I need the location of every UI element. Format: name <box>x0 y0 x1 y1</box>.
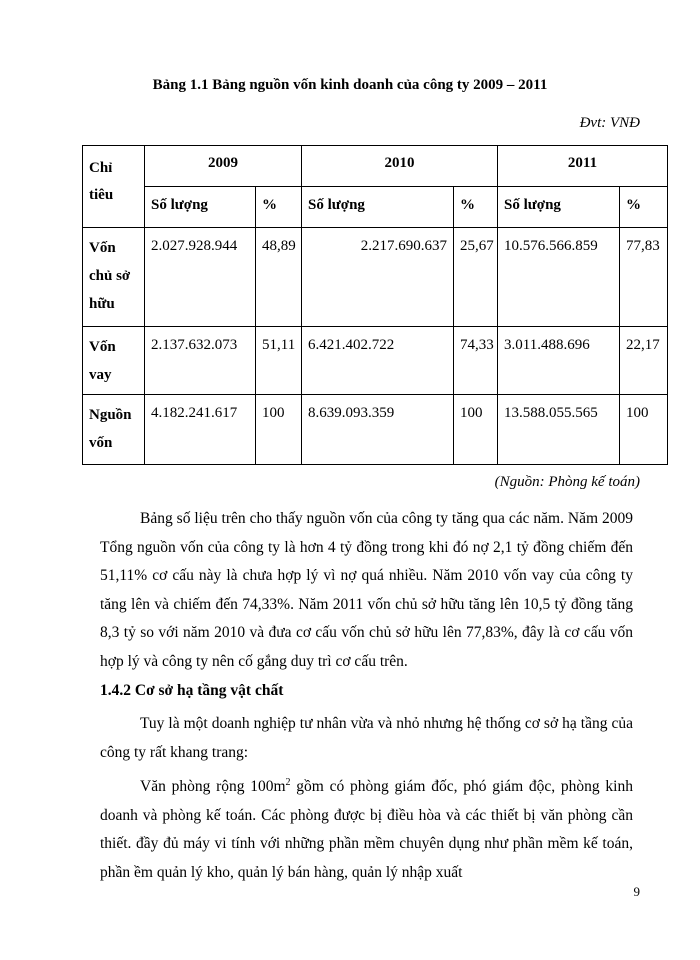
table-cell: 4.182.241.617 <box>145 395 256 465</box>
table-cell: 77,83 <box>620 228 668 327</box>
page-number: 9 <box>633 884 640 899</box>
unit-note: Đvt: VNĐ <box>579 115 640 131</box>
table-cell: 13.588.055.565 <box>498 395 620 465</box>
table-cell: 6.421.402.722 <box>302 327 454 395</box>
body-paragraph: Bảng số liệu trên cho thấy nguồn vốn của công ty tăng qua các năm. Năm 2009 Tổng nguồn vốn của công ty là hơn 4 tỷ đồng trong khi đó nợ 2,1 tỷ đồng chiếm đến 51,11% cơ cấu này là chưa hợp lý vì nợ quá nhiều. Năm 2010 vốn vay của công ty tăng lên và chiếm đến 74,33%. Năm 2011 vốn chủ sở hữu tăng lên 10,5 tỷ đồng tăng 8,3 tỷ so với năm 2010 và đưa cơ cấu vốn chủ sở hữu lên 77,83%, đây là cơ cấu vốn hợp lý và công ty nên cố gắng duy trì cơ cấu trên. <box>100 510 633 670</box>
table-cell: 2.217.690.637 <box>302 228 454 327</box>
percent-header: % <box>454 187 498 228</box>
table-cell: 100 <box>620 395 668 465</box>
paragraph-text: gồm có phòng giám đốc, phó giám độc, phòng kinh doanh và phòng kế toán. Các phòng được bị điều hòa và các thiết bị văn phòng cần thiết. đầy đủ máy vi tính với những phần mềm chuyên dụng như phần mềm kế toán, phần ềm quản lý kho, quản lý bán hàng, quản lý nhập xuất <box>100 778 633 881</box>
table-cell: 3.011.488.696 <box>498 327 620 395</box>
table-subheader-row <box>83 187 668 228</box>
paragraph-text: Văn phòng rộng 100m <box>140 778 286 796</box>
table-row <box>83 395 668 465</box>
table-cell: 2.027.928.944 <box>145 228 256 327</box>
superscript: 2 <box>285 777 291 788</box>
table-cell: 10.576.566.859 <box>498 228 620 327</box>
table-cell: 100 <box>454 395 498 465</box>
percent-header: % <box>620 187 668 228</box>
row-label: Vốn chủ sở hữu <box>83 228 145 327</box>
table-cell: 8.639.093.359 <box>302 395 454 465</box>
percent-header: % <box>256 187 302 228</box>
table-cell: 22,17 <box>620 327 668 395</box>
table-cell: 74,33 <box>454 327 498 395</box>
year-header: 2011 <box>498 146 668 187</box>
year-header: 2010 <box>302 146 498 187</box>
amount-header: Số lượng <box>145 187 256 228</box>
table-title: Bảng 1.1 Bảng nguồn vốn kinh doanh của công ty 2009 – 2011 <box>152 77 548 93</box>
row-label: Vốn vay <box>83 327 145 395</box>
table-cell: 48,89 <box>256 228 302 327</box>
table-row <box>83 327 668 395</box>
amount-header: Số lượng <box>302 187 454 228</box>
body-paragraph: Tuy là một doanh nghiệp tư nhân vừa và nhỏ nhưng hệ thống cơ sở hạ tầng của công ty rất khang trang: <box>100 715 633 761</box>
section-heading: 1.4.2 Cơ sở hạ tầng vật chất <box>100 682 284 699</box>
table-row <box>83 228 668 327</box>
amount-header: Số lượng <box>498 187 620 228</box>
table-cell: 25,67 <box>454 228 498 327</box>
year-header: 2009 <box>145 146 302 187</box>
table-header-row <box>83 146 668 187</box>
table-cell: 100 <box>256 395 302 465</box>
source-note: (Nguồn: Phòng kế toán) <box>494 474 640 490</box>
corner-header: Chỉ tiêu <box>83 146 145 228</box>
table-cell: 51,11 <box>256 327 302 395</box>
body-paragraph <box>100 769 633 888</box>
table-cell: 2.137.632.073 <box>145 327 256 395</box>
row-label: Nguồn vốn <box>83 395 145 465</box>
capital-table <box>82 145 668 465</box>
